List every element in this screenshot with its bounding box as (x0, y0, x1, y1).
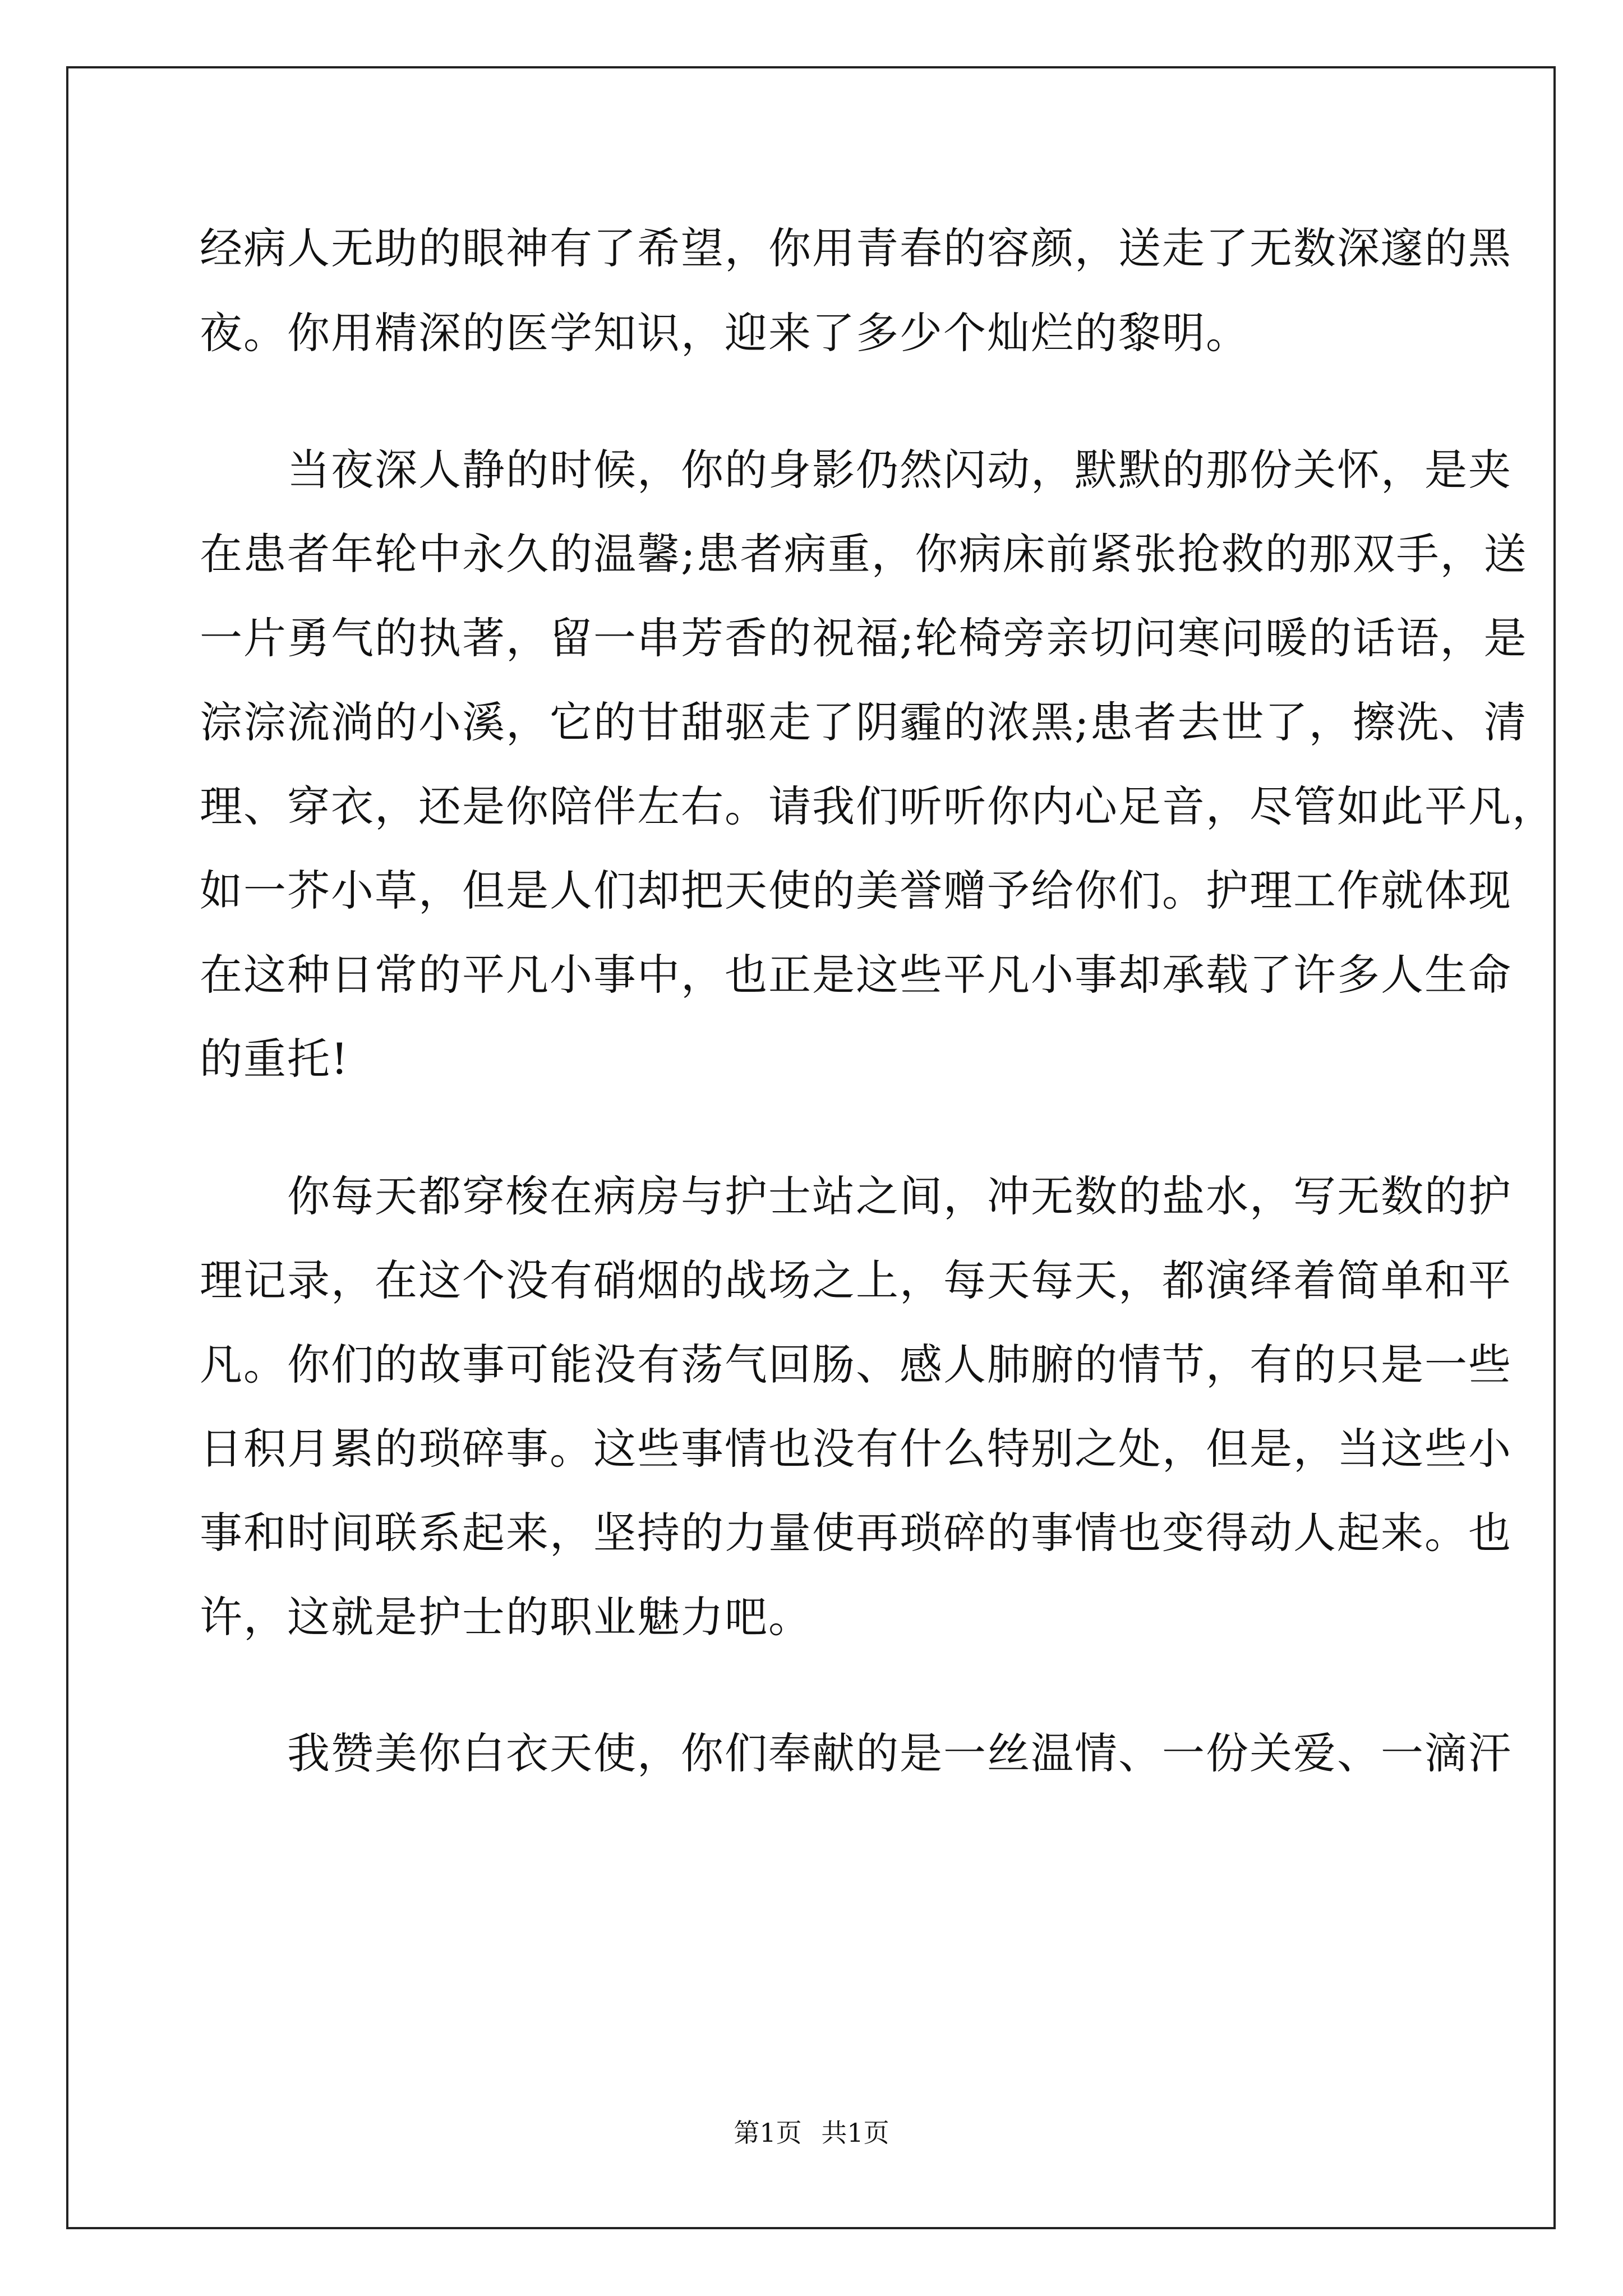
text-line: 的重托! (200, 1034, 349, 1084)
text-line: 日积月累的琐碎事。这些事情也没有什么特别之处，但是，当这些小 (200, 1424, 1512, 1474)
text-line: 如一芥小草，但是人们却把天使的美誉赠予给你们。护理工作就体现 (200, 866, 1512, 915)
text-line: 事和时间联系起来，坚持的力量使再琐碎的事情也变得动人起来。也 (200, 1508, 1512, 1558)
text-line: 淙淙流淌的小溪，它的甘甜驱走了阴霾的浓黑;患者去世了，擦洗、清 (200, 697, 1528, 747)
page-frame (66, 66, 1556, 2229)
text-line: 凡。你们的故事可能没有荡气回肠、感人肺腑的情节，有的只是一些 (200, 1340, 1512, 1389)
paragraph-start-line: 你每天都穿梭在病房与护士站之间，冲无数的盐水，写无数的护 (200, 1171, 1512, 1221)
page-number: 第1页 (734, 2118, 802, 2148)
text-line: 一片勇气的执著，留一串芳香的祝福;轮椅旁亲切问寒问暖的话语，是 (200, 613, 1528, 663)
text-line: 理记录，在这个没有硝烟的战场之上，每天每天，都演绎着简单和平 (200, 1255, 1512, 1305)
text-line: 理、穿衣，还是你陪伴左右。请我们听听你内心足音，尽管如此平凡， (200, 781, 1556, 831)
page-total: 共1页 (821, 2118, 889, 2148)
paragraph-start-line: 当夜深人静的时候，你的身影仍然闪动，默默的那份关怀，是夹 (200, 445, 1512, 495)
page-footer (0, 2117, 1623, 2148)
text-line: 经病人无助的眼神有了希望，你用青春的容颜，送走了无数深邃的黑 (200, 223, 1512, 273)
text-line: 许，这就是护士的职业魅力吧。 (200, 1592, 812, 1642)
text-line: 在这种日常的平凡小事中，也正是这些平凡小事却承载了许多人生命 (200, 950, 1512, 1000)
paragraph-start-line: 我赞美你白衣天使，你们奉献的是一丝温情、一份关爱、一滴汗 (200, 1728, 1512, 1778)
text-line: 在患者年轮中永久的温馨;患者病重，你病床前紧张抢救的那双手，送 (200, 529, 1528, 579)
text-line: 夜。你用精深的医学知识，迎来了多少个灿烂的黎明。 (200, 308, 1249, 358)
